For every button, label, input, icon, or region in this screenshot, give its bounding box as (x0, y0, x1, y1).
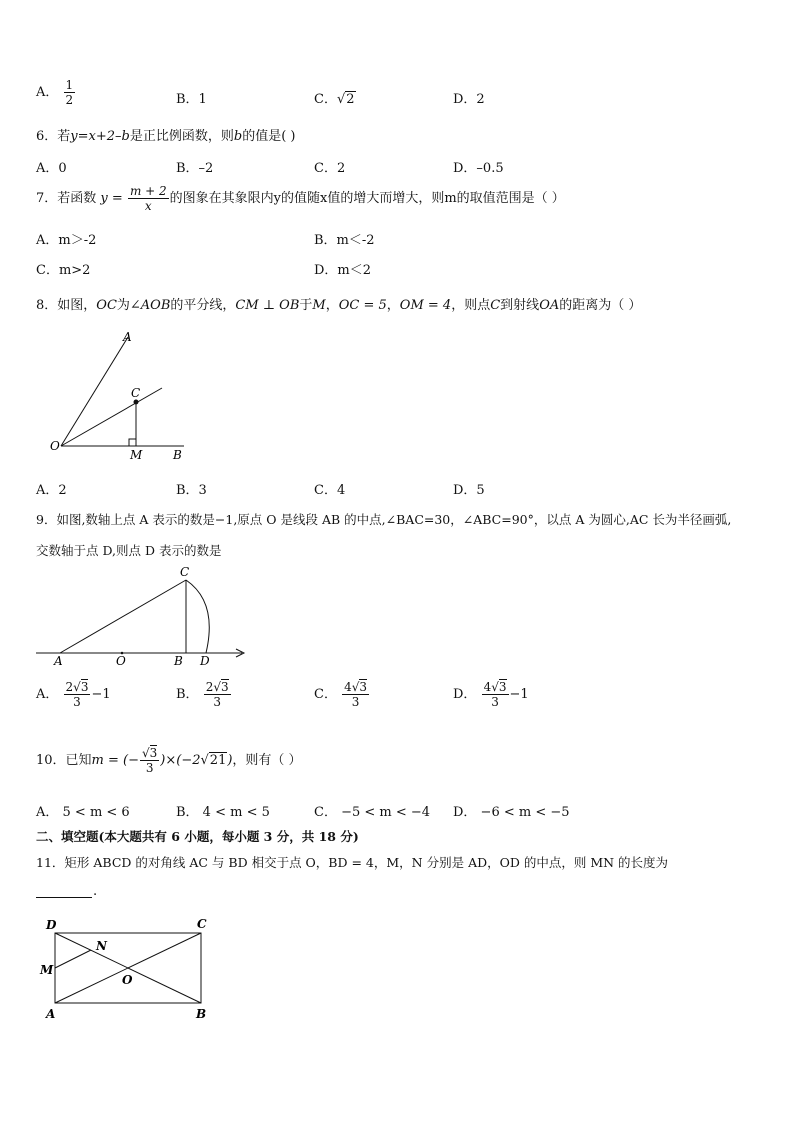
radicand: 3 (498, 680, 507, 694)
q10-fraction (140, 746, 159, 775)
q6-stem-post: 是正比例函数，则 (129, 129, 234, 144)
radicand: 3 (359, 680, 368, 694)
coefficient: 2 (65, 680, 74, 694)
radicand: 3 (80, 680, 89, 694)
q7-stem-post: 的图象在其象限内y的值随x值的增大而增大，则m的取值范围是（ ） (169, 191, 565, 206)
q8-option-c: C．4 (314, 483, 346, 498)
label-o: O (122, 973, 133, 987)
q8-om-value: OM = 4 (399, 298, 452, 313)
q8-stem-5: ， (325, 298, 339, 313)
coefficient: 4 (344, 680, 352, 694)
label-d: D (46, 918, 57, 932)
q6-option-b: B．–2 (176, 161, 214, 176)
q10-option-b: B． 4 < m < 5 (176, 805, 270, 820)
q9-option-b (176, 680, 232, 709)
q9-option-a (36, 680, 111, 709)
q7-stem-pre: 7．若函数 (36, 191, 97, 206)
q8-option-d: D．5 (453, 483, 485, 498)
label-o: O (50, 439, 60, 453)
label-a: A (123, 330, 132, 344)
fraction-denominator: 2 (65, 93, 74, 107)
q6-stem-pre: 6．若 (36, 129, 71, 144)
q8-stem-8: 的距离为（ ） (559, 298, 642, 313)
q9-option-d (453, 680, 529, 709)
fraction-denominator: 3 (213, 695, 221, 709)
fraction-numerator: 1 (65, 78, 74, 92)
q9-option-c-label: C． (314, 687, 337, 702)
q8-stem-6: ，则点 (451, 298, 491, 313)
q9-option-c-fraction (342, 680, 369, 709)
q9-option-c (314, 680, 370, 709)
q9-option-a-fraction (64, 680, 91, 709)
q10-option-d: D． −6 < m < −5 (453, 805, 570, 820)
label-c: C (131, 386, 141, 400)
fraction-numerator: 2√3 (205, 680, 229, 694)
q6-expression: y=x+2–b (70, 129, 130, 144)
q8-angle-aob: ∠AOB (129, 298, 171, 313)
label-a: A (46, 1007, 56, 1021)
q10-stem (36, 746, 302, 775)
minus-one: −1 (91, 687, 111, 702)
label-b: B (173, 448, 182, 462)
arc-cd (186, 580, 209, 653)
section-title: 二、填空题(本大题共有 6 小题，每小题 3 分，共 18 分) (36, 829, 359, 844)
sqrt-sign: √2 (336, 92, 355, 107)
ray-oc (61, 388, 162, 446)
label-m: M (130, 448, 143, 462)
fraction-numerator: 4√3 (344, 680, 368, 694)
label-a: A (54, 654, 63, 668)
q11-blank-end: . (93, 884, 98, 899)
q9-option-d-fraction (482, 680, 509, 709)
q8-option-b: B．3 (176, 483, 207, 498)
q9-option-b-fraction (204, 680, 231, 709)
label-b: B (174, 654, 183, 668)
label-c: C (197, 917, 207, 931)
q8-figure (40, 325, 200, 465)
q11-stem: 11．矩形 ABCD 的对角线 AC 与 BD 相交于点 O，BD = 4，M，N 分别是 AD，OD 的中点，则 MN 的长度为 (36, 855, 669, 870)
q7-option-b: B．m＜-2 (314, 233, 375, 248)
label-n: N (96, 939, 107, 953)
q8-stem-2: 为 (116, 298, 130, 313)
q11-figure (36, 912, 216, 1027)
q6-option-d: D．–0.5 (453, 161, 504, 176)
q6-stem-end: 的值是( ) (242, 129, 296, 144)
q9-stem-line2: 交数轴于点 D,则点 D 表示的数是 (36, 543, 222, 558)
right-angle-mark (129, 439, 136, 446)
q10-expr-part2: )×(−2 (160, 753, 201, 768)
fraction-numerator: 2√3 (65, 680, 89, 694)
q8-stem (36, 294, 641, 313)
fraction-denominator: 3 (491, 695, 499, 709)
fraction-denominator: 3 (73, 695, 81, 709)
q5-option-c (314, 88, 356, 107)
label-d: D (200, 654, 210, 668)
coefficient: 4 (483, 680, 492, 694)
q10-expr-part3: ) (227, 753, 233, 768)
q9-option-a-label: A． (36, 687, 59, 702)
q8-stem-7: 到射线 (500, 298, 540, 313)
q9-option-b-label: B． (176, 687, 199, 702)
q8-separator: ， (386, 298, 400, 313)
radicand: 21 (209, 753, 227, 768)
fraction-denominator: 3 (351, 695, 360, 709)
q10-option-c: C． −5 < m < −4 (314, 805, 431, 820)
fraction-numerator: √3 (142, 746, 158, 760)
q8-option-a: A．2 (36, 483, 67, 498)
q7-option-c: C．m>2 (36, 263, 91, 278)
q8-ray-oa: OA (539, 298, 560, 313)
radicand: 3 (149, 746, 158, 760)
label-o: O (116, 654, 126, 668)
q8-m: M (312, 298, 326, 313)
radicand: 3 (221, 680, 229, 694)
q8-point-c: C (490, 298, 501, 313)
q5-option-c-label: C． (314, 92, 337, 107)
segment-ac (60, 580, 186, 653)
q7-lhs: y = (100, 191, 123, 206)
fraction-numerator: m + 2 (129, 184, 167, 198)
point-c-dot (134, 400, 139, 405)
q8-oc-value: OC = 5 (338, 298, 387, 313)
q8-stem-4: 于 (299, 298, 313, 313)
radicand: 2 (346, 92, 355, 107)
q9-option-d-label: D． (453, 687, 477, 702)
q5-option-a-label: A． (36, 85, 59, 100)
q9-figure (30, 562, 255, 672)
q5-option-a-fraction (64, 78, 76, 107)
q7-option-a: A．m＞-2 (36, 233, 97, 248)
coefficient: 2 (205, 680, 214, 694)
fraction-denominator: x (144, 199, 152, 213)
q8-stem-3: 的平分线， (170, 298, 236, 313)
label-c: C (180, 565, 190, 579)
q6-variable-b: b (233, 129, 243, 144)
q10-expr-part1: m = (− (91, 753, 139, 768)
q5-option-d: D．2 (453, 92, 485, 107)
q10-stem-post: ，则有（ ） (232, 753, 302, 768)
answer-blank (36, 881, 92, 898)
q5-option-a (36, 78, 76, 107)
q9-stem-line1: 9．如图,数轴上点 A 表示的数是−1,原点 O 是线段 AB 的中点,∠BAC=30，∠ABC=90°，以点 A 为圆心,AC 长为半径画弧, (36, 512, 732, 527)
q8-stem-1: 8．如图， (36, 298, 97, 313)
q5-option-b: B．1 (176, 92, 207, 107)
q6-option-a: A．0 (36, 161, 67, 176)
q7-stem (36, 184, 565, 213)
label-b: B (196, 1007, 207, 1021)
q10-option-a: A． 5 < m < 6 (36, 805, 130, 820)
q7-fraction (128, 184, 169, 213)
q10-stem-pre: 10．已知 (36, 753, 92, 768)
segment-mn (55, 950, 91, 968)
fraction-numerator: 4√3 (483, 680, 507, 694)
ray-oa (61, 337, 128, 446)
fraction-denominator: 3 (145, 761, 154, 775)
minus-one: −1 (509, 687, 529, 702)
q8-oc: OC (96, 298, 117, 313)
label-m: M (40, 963, 54, 977)
q6-option-c: C．2 (314, 161, 346, 176)
q6-stem (36, 125, 295, 144)
sqrt-sign: √21 (200, 753, 227, 768)
q8-cm-perp-ob: CM ⊥ OB (235, 298, 300, 313)
q7-option-d: D．m＜2 (314, 263, 372, 278)
